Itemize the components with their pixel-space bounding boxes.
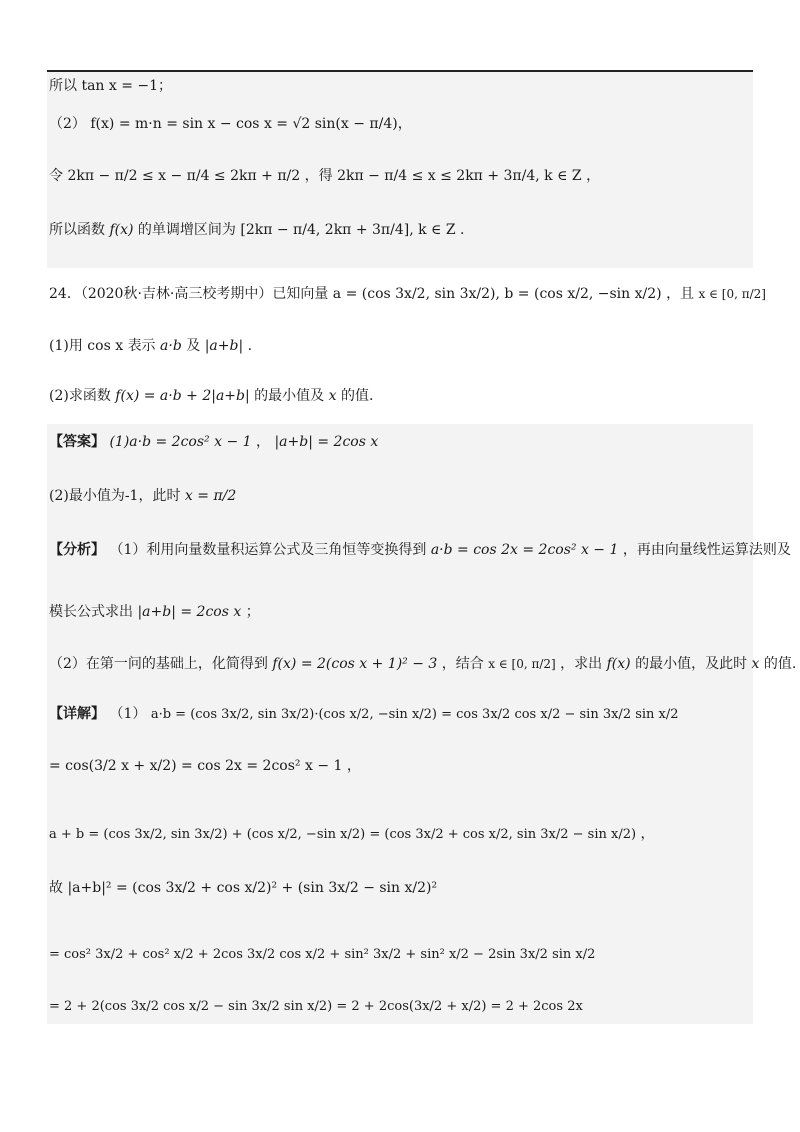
answer-tag: 【答案】 (49, 434, 105, 450)
qie-label: ，且 (666, 286, 695, 302)
q2-label: (2)求函数 (49, 388, 111, 404)
detail-line-2 (49, 756, 361, 776)
q24-range: x ∈ [0, π/2] (698, 287, 766, 301)
inequality-2: 2kπ − π/4 ≤ x ≤ 2kπ + 3π/4, k ∈ Z (337, 168, 582, 184)
line-interval (49, 220, 464, 240)
detail-comma-2: ， (640, 826, 655, 842)
analysis-text-4: ； (245, 604, 260, 620)
line-part2 (49, 114, 412, 134)
analysis-text-2: ，再由向量线性运算法则及 (622, 542, 791, 558)
fx-symbol: f(x) (109, 222, 134, 238)
answer-2: |a+b| = 2cos x (274, 434, 379, 450)
detail-math-1: a·b = (cos 3x/2, sin 3x/2)·(cos x/2, −sin x/2) = cos 3x/2 cos x/2 − sin 3x/2 sin x/2 (150, 707, 679, 722)
detail-part1: （1） (109, 706, 147, 722)
suoyi-label: 所以函数 (49, 222, 105, 238)
q2-x: x (328, 388, 337, 404)
detail-comma: ， (346, 758, 361, 774)
part-label: （2） (49, 116, 86, 132)
analysis-tag: 【分析】 (49, 542, 105, 558)
analysis-text-1: （1）利用向量数量积运算公式及三角恒等变换得到 (109, 542, 427, 558)
q2-function: f(x) = a·b + 2|a+b| (115, 388, 250, 404)
analysis-math-3: f(x) = 2(cos x + 1)² − 3 (272, 656, 438, 672)
comma: ， (586, 168, 601, 184)
q1-cosx: cos x (87, 338, 124, 354)
q24-source: 24．（2020秋·吉林·高三校考期中）已知向量 (49, 286, 329, 302)
de-label: ，得 (304, 168, 333, 184)
analysis-text-9: 的值. (763, 656, 797, 672)
analysis-text-8: 的最小值，及此时 (635, 656, 748, 672)
q24-part2 (49, 386, 373, 406)
analysis-math-2: |a+b| = 2cos x (137, 604, 242, 620)
increasing-interval-label: 的单调增区间为 (137, 222, 236, 238)
q2-min-label: 的最小值及 (254, 388, 325, 404)
period: . (460, 222, 465, 238)
line-tan (49, 76, 172, 96)
answer-min-text: (2)最小值为-1，此时 (49, 488, 181, 504)
ling-label: 令 (49, 168, 63, 184)
q24-part1 (49, 336, 252, 356)
fx-expression: f(x) = m·n = sin x − cos x = √2 sin(x − π/4)， (90, 116, 412, 132)
detail-gu: 故 (49, 880, 63, 896)
analysis-line-2 (49, 602, 260, 622)
analysis-text-5: （2）在第一问的基础上，化简得到 (49, 656, 268, 672)
detail-math-3: a + b = (cos 3x/2, sin 3x/2) + (cos x/2, −sin x/2) = (cos 3x/2 + cos x/2, sin 3x/2 − sin x/2) (49, 827, 637, 842)
analysis-text-3: 模长公式求出 (49, 604, 133, 620)
detail-line-4 (49, 878, 437, 898)
detail-tag: 【详解】 (49, 706, 105, 722)
detail-math-4: |a+b|² = (cos 3x/2 + cos x/2)² + (sin 3x/2 − sin x/2)² (67, 880, 438, 896)
answer-sep: ， (255, 434, 270, 450)
detail-line-5 (49, 944, 595, 965)
detail-line-6 (49, 996, 583, 1017)
detail-line-1 (49, 704, 679, 725)
analysis-math-4: x ∈ [0, π/2] (488, 657, 556, 671)
analysis-text-7: ，求出 (560, 656, 603, 672)
q1-end: . (247, 338, 253, 354)
answer-line-2 (49, 486, 236, 506)
q24-vectors: a = (cos 3x/2, sin 3x/2), b = (cos x/2, −sin x/2) (332, 286, 662, 302)
tan-result: 所以 tan x = −1； (49, 78, 173, 94)
analysis-line-3 (49, 654, 796, 674)
detail-math-2: = cos(3/2 x + x/2) = cos 2x = 2cos² x − 1 (49, 758, 343, 774)
q1-dot: a·b (160, 338, 182, 354)
analysis-x: x (751, 656, 760, 672)
increasing-interval: [2kπ − π/4, 2kπ + 3π/4], k ∈ Z (240, 222, 456, 238)
q1-abs: |a+b| (204, 338, 244, 354)
q24-stem (49, 284, 766, 304)
detail-line-3 (49, 824, 655, 845)
answer-1: (1)a·b = 2cos² x − 1 (109, 434, 252, 450)
analysis-line-1 (49, 540, 791, 560)
q2-end: 的值. (340, 388, 374, 404)
q1-label: (1)用 (49, 338, 83, 354)
analysis-math-1: a·b = cos 2x = 2cos² x − 1 (430, 542, 619, 558)
q1-biaoshi: 表示 (127, 338, 156, 354)
answer-line (49, 432, 378, 452)
line-inequality (49, 166, 600, 186)
analysis-text-6: ，结合 (441, 656, 484, 672)
inequality-1: 2kπ − π/2 ≤ x − π/4 ≤ 2kπ + π/2 (67, 168, 301, 184)
detail-math-6: = 2 + 2(cos 3x/2 cos x/2 − sin 3x/2 sin x/2) = 2 + 2cos(3x/2 + x/2) = 2 + 2cos 2x (49, 999, 583, 1014)
detail-math-5: = cos² 3x/2 + cos² x/2 + 2cos 3x/2 cos x/2 + sin² 3x/2 + sin² x/2 − 2sin 3x/2 sin x/2 (49, 947, 596, 962)
answer-x-value: x = π/2 (184, 488, 237, 504)
q1-ji: 及 (186, 338, 201, 354)
analysis-fx: f(x) (606, 656, 631, 672)
